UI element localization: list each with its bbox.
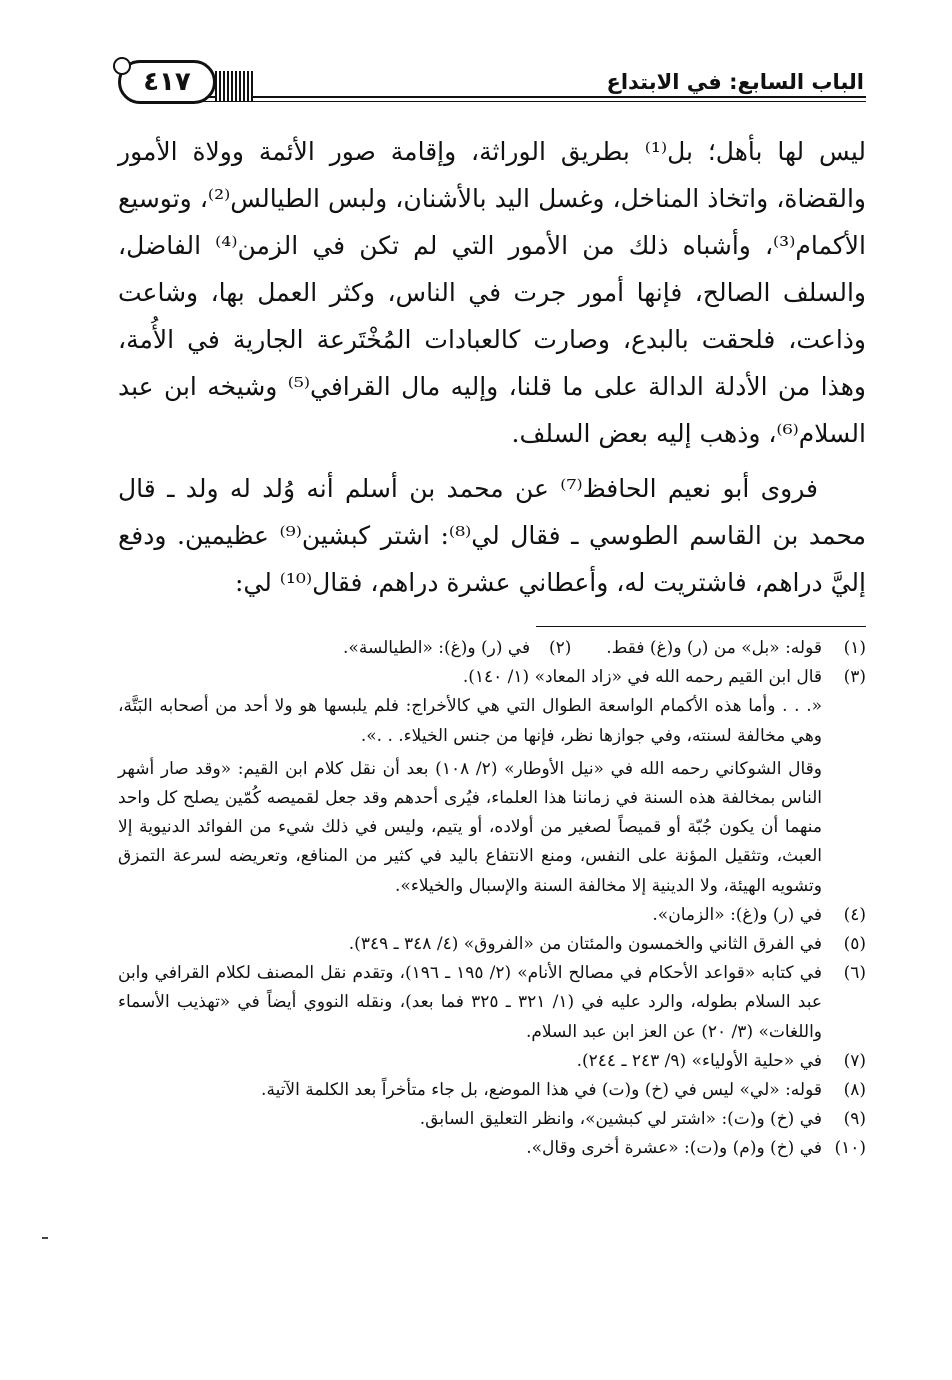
footnote-number: (٢) <box>549 638 572 658</box>
footnote-8 <box>118 1076 866 1105</box>
footnote-number: (٥) <box>843 934 866 955</box>
footnote-text: قوله: «لي» ليس في (خ) و(ت) في هذا الموضع، بل جاء متأخراً بعد الكلمة الآتية. <box>261 1080 822 1101</box>
footnote-7 <box>118 1047 866 1076</box>
header-rule-thin <box>130 101 866 102</box>
footnote-text: في كتابه «قواعد الأحكام في مصالح الأنام» (٢/ ١٩٥ ـ ١٩٦)، وتقدم نقل المصنف لكلام القرافي وابن عبد السلام بطوله، والرد عليه في (١/ ٣٢١ ـ ٣٢٥ فما بعد)، ونقله النووي أيضاً في «تهذيب الأسماء واللغات» (٣/ ٢٠) عن العز ابن عبد السلام. <box>118 963 823 1042</box>
footnote-5 <box>118 930 866 959</box>
ornament-ring-icon <box>113 57 131 75</box>
footnote-text: قال ابن القيم رحمه الله في «زاد المعاد» (١/ ١٤٠). <box>462 667 822 688</box>
footnote-number: (٧) <box>843 1050 866 1071</box>
footnote-text: في (خ) و(ت): «اشتر لي كبشين»، وانظر التعليق السابق. <box>419 1109 822 1130</box>
footnote-number: (١) <box>843 638 866 658</box>
footnote-10 <box>118 1134 866 1163</box>
footnote-number: (٨) <box>843 1080 866 1101</box>
main-paragraph-2: فروى أبو نعيم الحافظ⁽⁷⁾ عن محمد بن أسلم أنه وُلد له ولد ـ قال محمد بن القاسم الطوسي ـ فقال لي⁽⁸⁾: اشتر كبشين⁽⁹⁾ عظيمين. ودفع إليَّ دراهم، فاشتريت له، وأعطاني عشرة دراهم، فقال⁽¹⁰⁾ لي: <box>118 474 866 597</box>
footnote-number: (٤) <box>843 904 866 925</box>
footnotes <box>118 634 866 1164</box>
margin-mark <box>42 1237 48 1239</box>
footnote-number: (٩) <box>843 1109 866 1130</box>
footnote-text: في (ر) و(غ): «الطيالسة». <box>343 638 531 658</box>
footnote-divider <box>536 626 866 627</box>
page-number: ٤١٧ <box>143 67 191 97</box>
main-text <box>118 128 866 606</box>
footnote-3-quote-2: وقال الشوكاني رحمه الله في «نيل الأوطار» (٢/ ١٠٨) بعد أن نقل كلام ابن القيم: «وقد صار أشهر الناس بمخالفة هذه السنة في زماننا هذا العلماء، فيُرى أحدهم وقد جعل لقميصه كُمّين يصلح كل واحد منهما أن يكون جُبّة أو قميصاً لصغير من أولاده، أو يتيم، وليس في ذلك شيء من الفوائد الدنيوية إلا العبث، وتثقيل المؤنة على النفس، ومنع الانتفاع باليد في كثير من المنافع، وتعريضه لسرعة التمزق وتشويه الهيئة، ولا الدينية إلا مخالفة السنة والإسبال والخيلاء». <box>118 758 822 896</box>
footnote-text: في (ر) و(غ): «الزمان». <box>652 904 822 925</box>
footnote-1-2 <box>118 634 866 663</box>
footnote-text: في «حلية الأولياء» (٩/ ٢٤٣ ـ ٢٤٤). <box>576 1050 822 1071</box>
footnote-4 <box>118 901 866 930</box>
footnote-text: قوله: «بل» من (ر) و(غ) فقط. <box>606 638 822 658</box>
footnote-text: في (خ) و(م) و(ت): «عشرة أخرى وقال». <box>526 1138 822 1159</box>
footnote-number: (٦) <box>843 963 866 984</box>
footnote-number: (٣) <box>843 667 866 688</box>
footnote-6 <box>118 959 866 1047</box>
main-paragraph-1: ليس لها بأهل؛ بل⁽¹⁾ بطريق الوراثة، وإقامة صور الأئمة وولاة الأمور والقضاة، واتخاذ المناخل، وغسل اليد بالأشنان، ولبس الطيالس⁽²⁾، وتوسيع الأكمام⁽³⁾، وأشباه ذلك من الأمور التي لم تكن في الزمن⁽⁴⁾ الفاضل، والسلف الصالح، فإنها أمور جرت في الناس، وكثر العمل بها، وشاعت وذاعت، فلحقت بالبدع، وصارت كالعبادات المُخْتَرعة الجارية في الأُمة، وهذا من الأدلة الدالة على ما قلنا، وإليه مال القرافي⁽⁵⁾ وشيخه ابن عبد السلام⁽⁶⁾، وذهب إليه بعض السلف. <box>118 137 866 448</box>
footnote-3-quote-1: «. . . وأما هذه الأكمام الواسعة الطوال التي هي كالأخراج: فلم يلبسها هو ولا أحد من أصحابه البَتَّة، وهي مخالفة لسنته، وفي جوازها نظر، فإنها من جنس الخيلاء. . .». <box>118 696 822 746</box>
footnote-number: (١٠) <box>834 1138 866 1159</box>
ornament-hatch-icon <box>215 71 253 101</box>
footnote-3 <box>118 663 866 692</box>
footnote-9 <box>118 1105 866 1134</box>
running-title: الباب السابع: في الابتداع <box>606 70 864 94</box>
page-number-badge <box>118 60 216 104</box>
footnote-text: في الفرق الثاني والخمسون والمئتان من «الفروق» (٤/ ٣٤٨ ـ ٣٤٩). <box>348 934 822 955</box>
